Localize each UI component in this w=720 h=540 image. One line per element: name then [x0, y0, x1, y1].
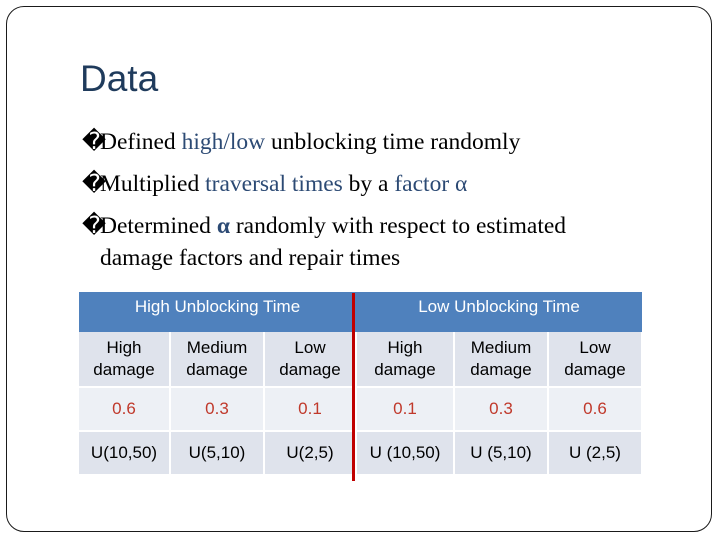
bullet-highlight: factor α	[394, 171, 468, 197]
bullet-highlight: α	[216, 213, 230, 239]
distribution-cell: U(10,50)	[79, 431, 170, 475]
value-cell: 0.1	[356, 387, 454, 431]
bullet-text: Determined	[100, 213, 217, 239]
table-group-header-row	[79, 292, 642, 332]
subheader-cell: High damage	[356, 332, 454, 387]
red-divider-line	[352, 293, 355, 481]
bullet-item	[82, 168, 682, 200]
bullet-text: unblocking time randomly	[265, 129, 521, 155]
bullet-highlight: high/low	[181, 129, 266, 155]
subheader-cell: Low damage	[548, 332, 642, 387]
bullet-glyph-icon: �	[82, 171, 107, 197]
subheader-cell: Low damage	[264, 332, 356, 387]
slide-title: Data	[80, 58, 159, 99]
distribution-cell: U (2,5)	[548, 431, 642, 475]
subheader-cell: Medium damage	[170, 332, 264, 387]
value-cell: 0.6	[79, 387, 170, 431]
bullet-item	[82, 210, 682, 274]
subheader-cell: Medium damage	[454, 332, 548, 387]
table-row	[79, 387, 642, 431]
bullet-text: by a	[342, 171, 395, 197]
distribution-cell: U(5,10)	[170, 431, 264, 475]
group-header-low: Low Unblocking Time	[356, 292, 642, 332]
value-cell: 0.3	[170, 387, 264, 431]
distribution-cell: U (10,50)	[356, 431, 454, 475]
distribution-cell: U(2,5)	[264, 431, 356, 475]
bullet-glyph-icon: �	[82, 213, 107, 239]
bullet-continuation: damage factors and repair times	[100, 245, 401, 271]
bullet-list	[82, 126, 682, 284]
bullet-text: Defined	[100, 129, 182, 155]
bullet-glyph-icon: �	[82, 129, 107, 155]
distribution-cell: U (5,10)	[454, 431, 548, 475]
table-row	[79, 431, 642, 475]
value-cell: 0.1	[264, 387, 356, 431]
value-cell: 0.3	[454, 387, 548, 431]
group-header-high: High Unblocking Time	[79, 292, 356, 332]
bullet-text: Multiplied	[100, 171, 206, 197]
table-row	[79, 332, 642, 387]
damage-table	[79, 292, 643, 476]
subheader-cell: High damage	[79, 332, 170, 387]
value-cell: 0.6	[548, 387, 642, 431]
bullet-highlight: traversal times	[205, 171, 343, 197]
bullet-text: randomly with respect to estimated	[229, 213, 567, 239]
bullet-item	[82, 126, 682, 158]
